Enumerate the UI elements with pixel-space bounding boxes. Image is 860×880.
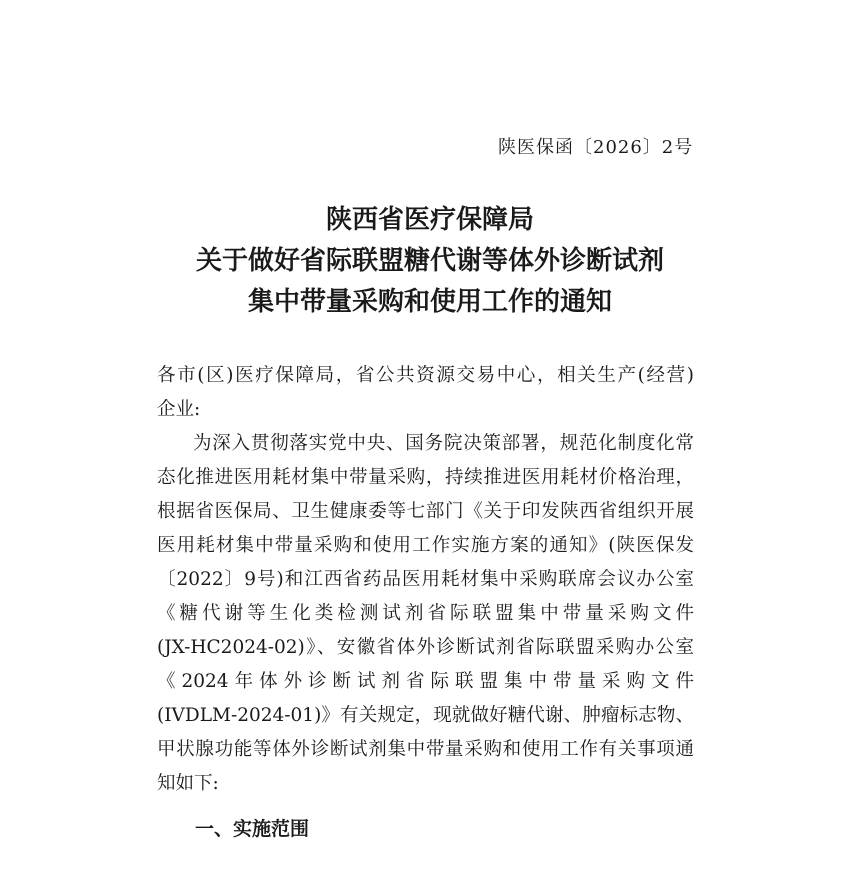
body-line: 为深入贯彻落实党中央、国务院决策部署，规范化制度化常: [193, 433, 694, 454]
body-line: 《2024年体外诊断试剂省际联盟集中带量采购文件: [157, 671, 694, 692]
document-number: 陕医保函〔2026〕2号: [498, 137, 694, 158]
body-line: 知如下:: [157, 773, 219, 794]
body-line: 〔2022〕9号)和江西省药品医用耗材集中采购联席会议办公室: [157, 569, 694, 590]
body-line: 《糖代谢等生化类检测试剂省际联盟集中带量采购文件: [157, 603, 694, 624]
title-line-1: 陕西省医疗保障局: [325, 205, 534, 235]
body-line: 医用耗材集中带量采购和使用工作实施方案的通知》(陕医保发: [157, 535, 694, 556]
body-line: 根据省医保局、卫生健康委等七部门《关于印发陕西省组织开展: [157, 501, 694, 522]
section-heading: 一、实施范围: [195, 818, 310, 840]
body-line: 甲状腺功能等体外诊断试剂集中带量采购和使用工作有关事项通: [157, 739, 694, 760]
body-line: 态化推进医用耗材集中带量采购，持续推进医用耗材价格治理，: [157, 467, 694, 488]
title-line-3: 集中带量采购和使用工作的通知: [247, 287, 612, 317]
title-line-2: 关于做好省际联盟糖代谢等体外诊断试剂: [195, 246, 664, 276]
body-line: 各市(区)医疗保障局，省公共资源交易中心，相关生产(经营): [157, 365, 694, 386]
body-line: (JX-HC2024-02)》、安徽省体外诊断试剂省际联盟采购办公室: [157, 637, 694, 658]
body-line: (IVDLM-2024-01)》有关规定，现就做好糖代谢、肿瘤标志物、: [157, 705, 694, 726]
body-line: 企业:: [157, 399, 201, 420]
